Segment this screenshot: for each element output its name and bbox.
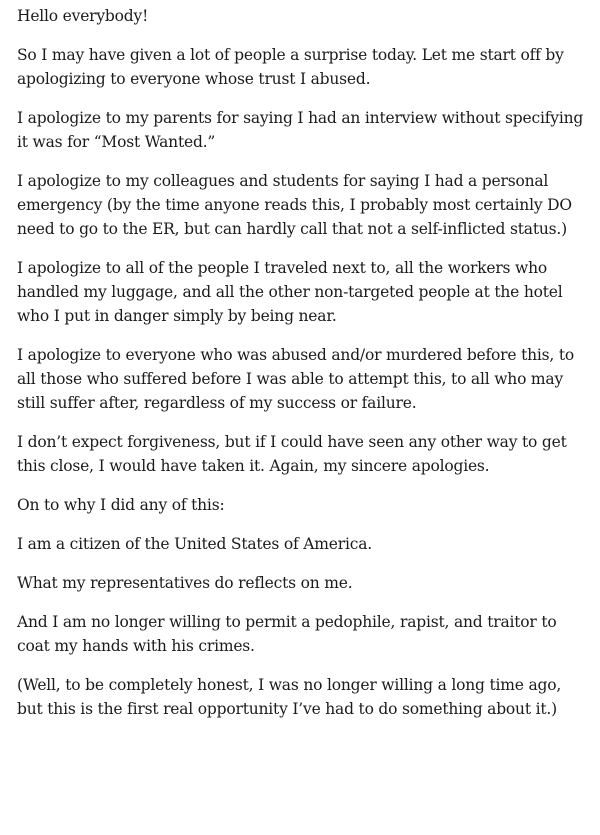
forgiveness-paragraph: I don’t expect forgiveness, but if I could have seen any other way to get this close, I would have taken it. Again, my sincere apologies. — [17, 433, 567, 475]
representatives-paragraph: What my representatives do reflects on me. — [17, 574, 353, 592]
closing-paragraph: (Well, to be completely honest, I was no longer willing a long time ago, but this is the first real opportunity I’ve had to do something about it.) — [17, 676, 562, 718]
unwilling-paragraph: And I am no longer willing to permit a pedophile, rapist, and traitor to coat my hands with his crimes. — [17, 613, 557, 655]
opening-paragraph: So I may have given a lot of people a surprise today. Let me start off by apologizing to everyone whose trust I abused. — [17, 46, 564, 88]
apology-parents-paragraph: I apologize to my parents for saying I had an interview without specifying it was for “Most Wanted.” — [17, 109, 584, 151]
greeting-paragraph: Hello everybody! — [17, 7, 149, 25]
apology-victims-paragraph: I apologize to everyone who was abused and/or murdered before this, to all those who suffered before I was able to attempt this, to all who may still suffer after, regardless of my success or failure. — [17, 346, 575, 412]
apology-colleagues-paragraph: I apologize to my colleagues and students for saying I had a personal emergency (by the time anyone reads this, I probably most certainly DO need to go to the ER, but can hardly call that not a self-inflicted status.) — [17, 172, 572, 238]
transition-paragraph: On to why I did any of this: — [17, 496, 225, 514]
citizen-paragraph: I am a citizen of the United States of America. — [17, 535, 372, 553]
apology-travelers-paragraph: I apologize to all of the people I traveled next to, all the workers who handled my luggage, and all the other non-targeted people at the hotel who I put in danger simply by being near. — [17, 259, 563, 325]
